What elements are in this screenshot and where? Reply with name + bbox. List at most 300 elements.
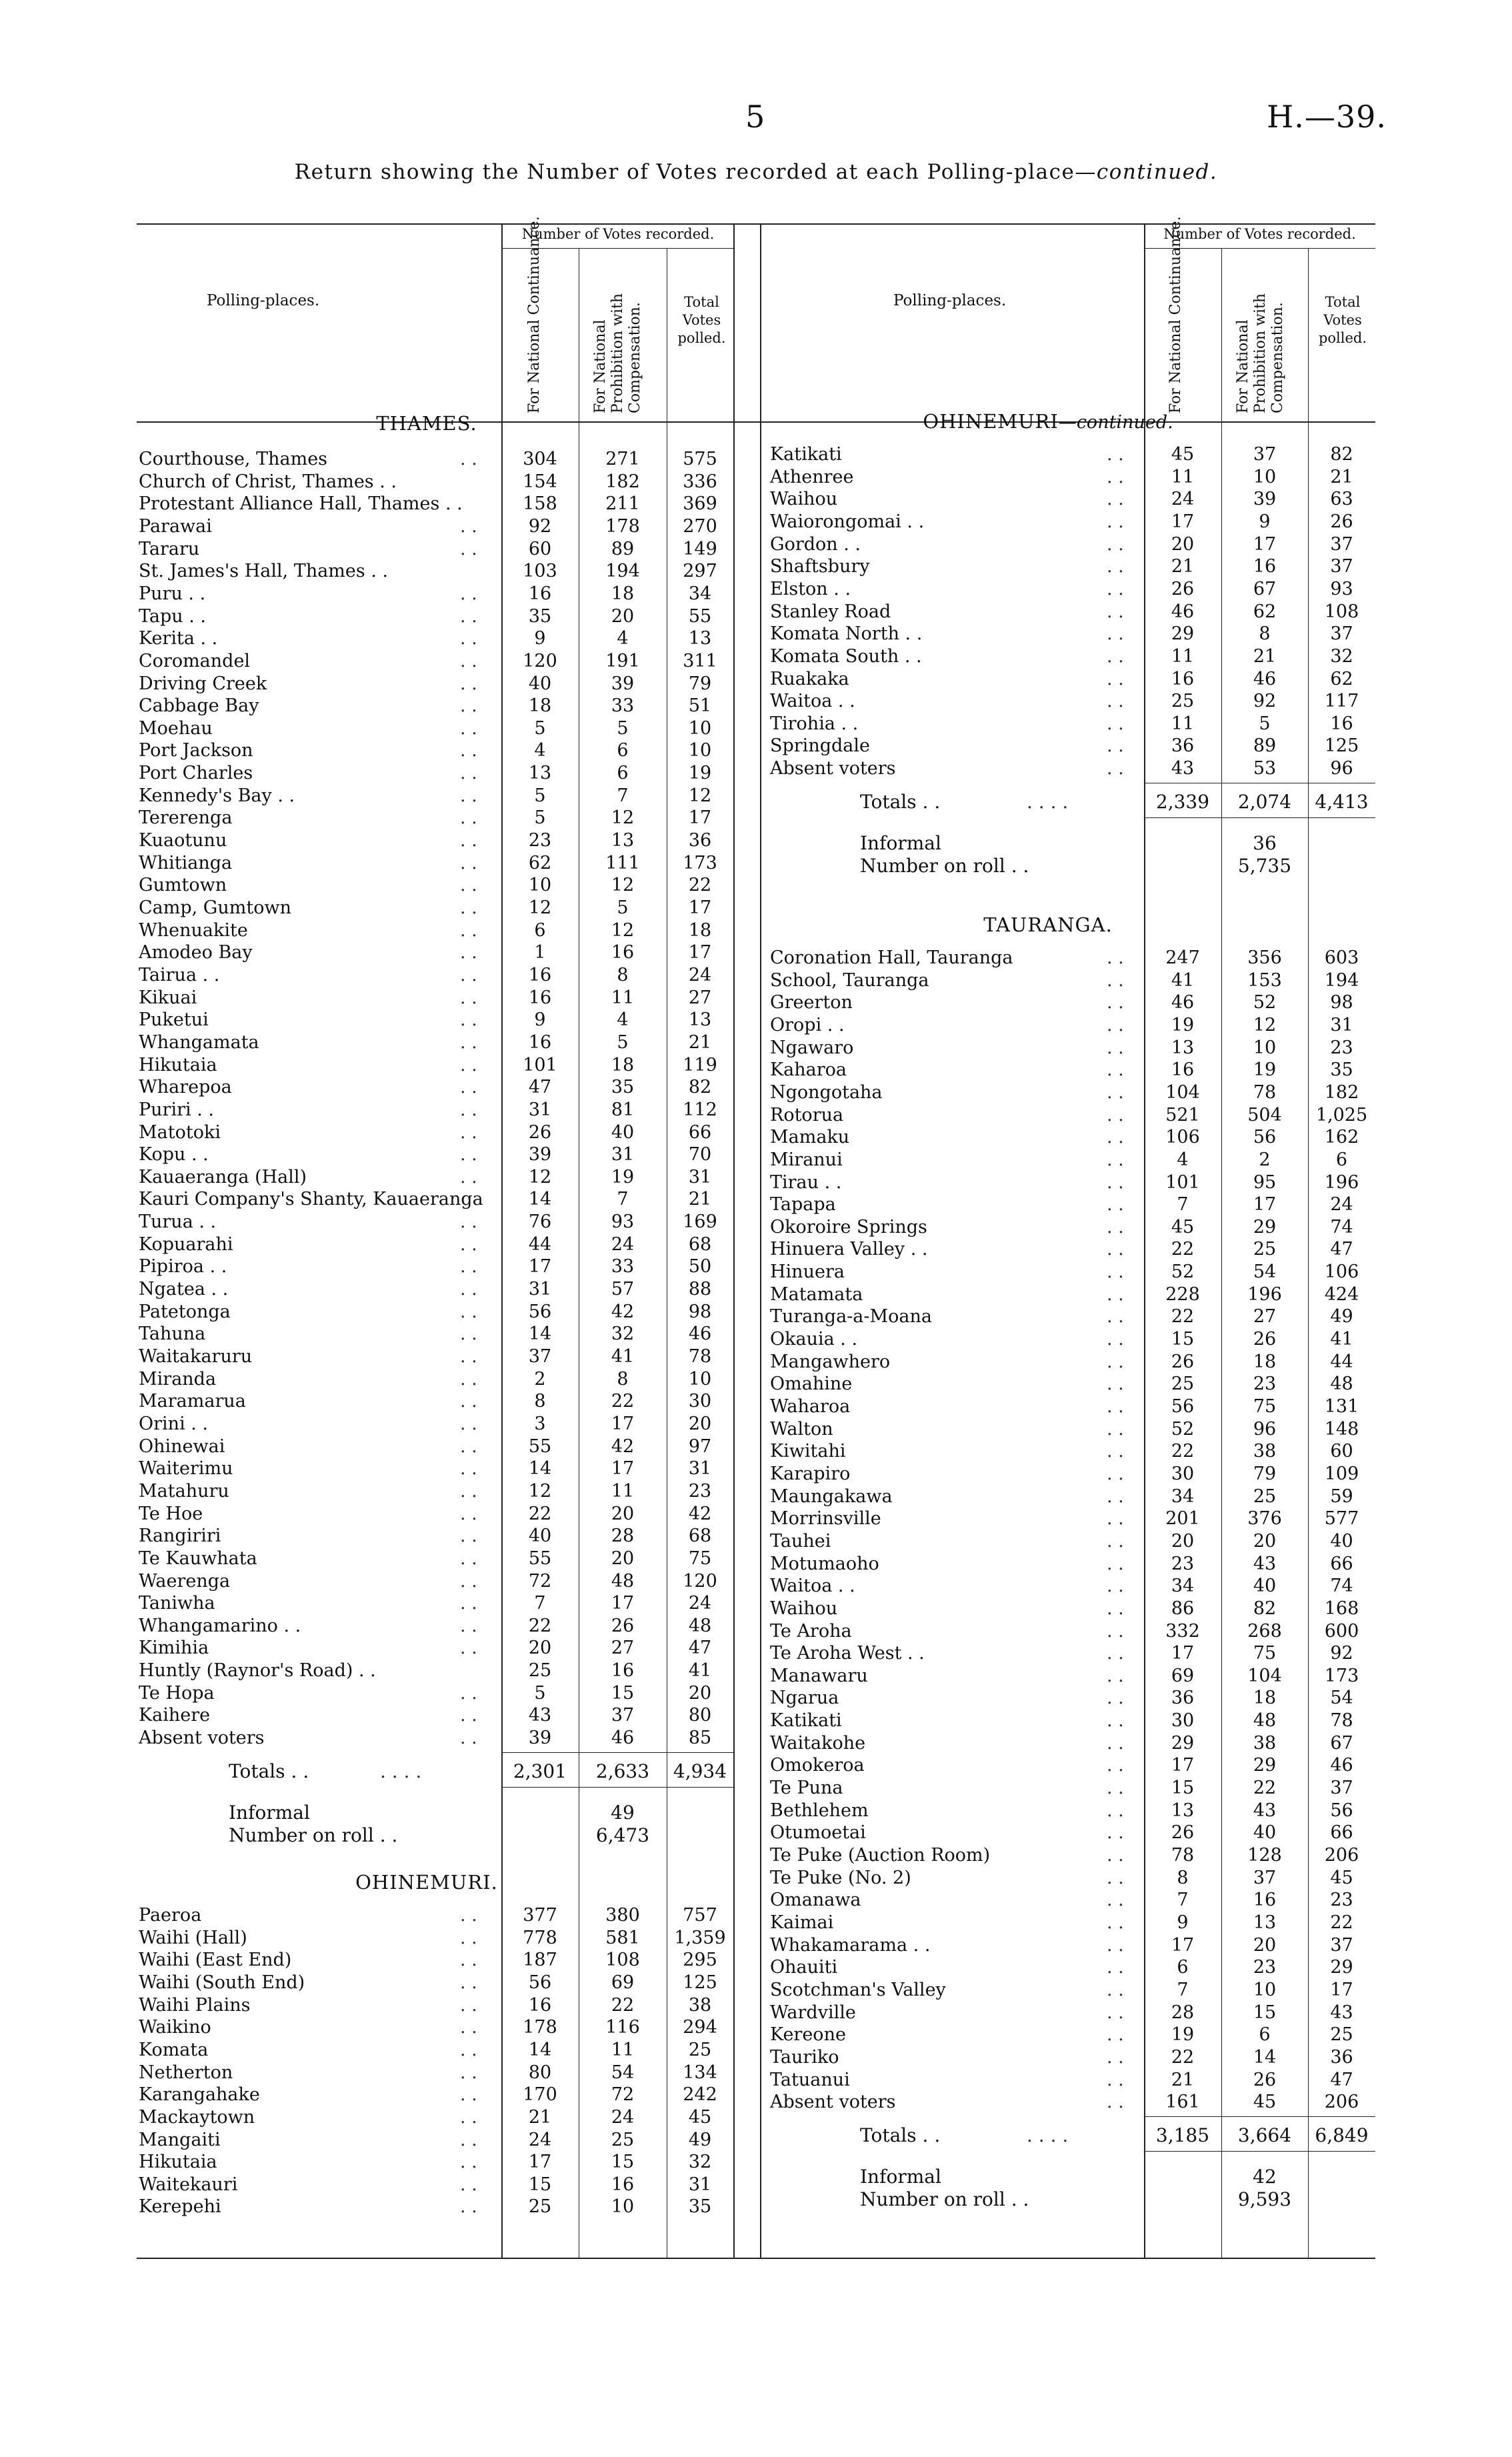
table-row	[139, 1570, 733, 1592]
total-votes: 206	[1324, 2092, 1359, 2113]
prohibition-votes: 17	[611, 1413, 635, 1434]
continuance-votes: 17	[1171, 1934, 1195, 1956]
totals-row	[139, 1760, 733, 1782]
polling-place-name: Katikati	[770, 444, 842, 465]
table-row	[770, 555, 1375, 577]
table-row	[770, 668, 1375, 690]
leader-dots: . .	[460, 1099, 477, 1120]
prohibition-votes: 25	[1253, 1239, 1277, 1260]
total-votes: 24	[1330, 1194, 1353, 1215]
total-votes: 60	[1330, 1441, 1353, 1462]
total-votes: 31	[688, 1458, 712, 1480]
leader-dots: . .	[1107, 1912, 1124, 1933]
prohibition-votes: 39	[611, 673, 635, 694]
polling-place-name: Moehau	[139, 717, 213, 739]
polling-place-name: Hikutaia	[139, 1054, 217, 1075]
table-row	[770, 2069, 1375, 2091]
table-row	[770, 2091, 1375, 2113]
table-row	[139, 1346, 733, 1368]
total-votes: 47	[1330, 2069, 1353, 2090]
total-votes: 46	[688, 1324, 712, 1345]
title-continued: continued.	[1096, 160, 1218, 184]
leader-dots: . .	[460, 875, 477, 896]
prohibition-votes: 46	[611, 1728, 635, 1749]
total-votes: 294	[683, 2017, 717, 2038]
polling-place-name: Tirohia . .	[770, 713, 859, 734]
polling-place-name: Puketui	[139, 1009, 209, 1031]
total-votes: 13	[688, 628, 712, 649]
leader-dots: . .	[460, 1009, 477, 1031]
prohibition-votes: 96	[1253, 1418, 1277, 1440]
leader-dots: . .	[1107, 1867, 1124, 1888]
continuance-votes: 5	[534, 785, 546, 806]
polling-place-name: St. James's Hall, Thames . .	[139, 561, 389, 582]
total-votes: 98	[688, 1301, 712, 1322]
total-continuance: 3,185	[1155, 2124, 1210, 2146]
table-row	[770, 466, 1375, 488]
continuance-votes: 228	[1165, 1284, 1200, 1305]
total-votes: 22	[1330, 1912, 1353, 1933]
polling-place-name: Karapiro	[770, 1463, 851, 1484]
leader-dots: . .	[1107, 2092, 1124, 2113]
leader-dots: . .	[1107, 1463, 1124, 1484]
leader-dots: . .	[460, 740, 477, 761]
continuance-votes: 187	[523, 1950, 557, 1971]
continuance-votes: 5	[534, 807, 546, 829]
polling-place-name: Scotchman's Valley	[770, 1979, 946, 2000]
total-votes: 37	[1330, 533, 1353, 555]
total-votes: 131	[1324, 1396, 1359, 1417]
leader-dots: . .	[460, 1077, 477, 1098]
leader-dots: . .	[460, 2152, 477, 2173]
total-votes: 67	[1330, 1732, 1353, 1754]
table-row	[139, 1727, 733, 1749]
table-row	[139, 1031, 733, 1053]
table-row	[139, 807, 733, 829]
continuance-votes: 92	[528, 515, 552, 537]
total-votes: 149	[683, 538, 717, 559]
table-row	[770, 1037, 1375, 1059]
total-votes: 1,359	[674, 1927, 726, 1948]
total-votes: 106	[1324, 1262, 1359, 1283]
leader-dots: . .	[460, 1234, 477, 1255]
continuance-votes: 178	[523, 2017, 557, 2038]
continuance-votes: 11	[1171, 713, 1195, 734]
total-votes: 18	[688, 919, 712, 941]
polling-place-name: Ngongotaha	[770, 1081, 883, 1103]
continuance-votes: 20	[528, 1638, 552, 1659]
table-row	[139, 1972, 733, 1994]
total-prohibition: 3,664	[1237, 2124, 1292, 2146]
leader-dots: . .	[1107, 1576, 1124, 1597]
left-col2-header	[592, 253, 644, 413]
continuance-votes: 14	[528, 1458, 552, 1480]
leader-dots: . .	[460, 1391, 477, 1412]
total-votes: 47	[688, 1638, 712, 1659]
prohibition-votes: 356	[1247, 947, 1282, 968]
prohibition-votes: 45	[1253, 2092, 1277, 2113]
total-votes: 80	[688, 1705, 712, 1726]
total-votes: 32	[1330, 645, 1353, 667]
prohibition-votes: 13	[611, 830, 635, 851]
table-row	[139, 1927, 733, 1949]
total-votes: 96	[1330, 758, 1353, 779]
table-row	[770, 1238, 1375, 1260]
polling-place-name: Coromandel	[139, 650, 251, 671]
polling-place-name: Church of Christ, Thames . .	[139, 471, 397, 492]
prohibition-votes: 12	[611, 875, 635, 896]
table-row	[139, 1949, 733, 1971]
polling-place-name: Springdale	[770, 735, 870, 757]
total-votes: 25	[1330, 2024, 1353, 2046]
prohibition-votes: 35	[611, 1077, 635, 1098]
leader-dots: . .	[1107, 1216, 1124, 1238]
total-votes: 37	[1330, 556, 1353, 577]
total-votes: 82	[1330, 444, 1353, 465]
continuance-votes: 45	[1171, 1216, 1195, 1238]
prohibition-votes: 33	[611, 1256, 635, 1278]
informal-votes-label: Informal	[229, 1801, 310, 1824]
polling-place-name: Whenuakite	[139, 919, 248, 941]
total-votes: 66	[688, 1121, 712, 1143]
prohibition-votes: 4	[617, 628, 629, 649]
polling-place-name: Waitakohe	[770, 1732, 866, 1754]
polling-place-name: Coronation Hall, Tauranga	[770, 947, 1013, 968]
polling-place-name: Te Hopa	[139, 1682, 215, 1704]
total-votes: 82	[688, 1077, 712, 1098]
table-row	[770, 1351, 1375, 1373]
table-row	[139, 1234, 733, 1256]
polling-place-name: Rotorua	[770, 1104, 844, 1125]
leader-dots: . .	[1107, 1845, 1124, 1866]
table-row	[770, 1059, 1375, 1081]
total-votes: 13	[688, 1009, 712, 1031]
polling-place-name: Kiwitahi	[770, 1441, 846, 1462]
total-votes: 168	[1324, 1598, 1359, 1619]
polling-place-name: Mamaku	[770, 1127, 850, 1148]
total-votes: 43	[1330, 2002, 1353, 2023]
table-row	[770, 1934, 1375, 1956]
table-row	[770, 1261, 1375, 1283]
leader-dots: . .	[460, 449, 477, 469]
table-row	[139, 695, 733, 717]
polling-place-name: Waihi (East End)	[139, 1950, 292, 1971]
leader-dots: . .	[1107, 1822, 1124, 1844]
leader-dots: . .	[460, 1638, 477, 1659]
prohibition-votes: 504	[1247, 1104, 1282, 1125]
table-row	[770, 1844, 1375, 1866]
table-row	[770, 1530, 1375, 1552]
leader-dots: . .	[460, 605, 477, 627]
polling-place-name: Ohinewai	[139, 1436, 225, 1457]
table-row	[770, 1440, 1375, 1462]
continuance-votes: 17	[528, 1256, 552, 1278]
leader-dots: . .	[1107, 1710, 1124, 1732]
right-vline-0	[760, 223, 761, 2258]
leader-dots: . .	[460, 987, 477, 1008]
prohibition-votes: 42	[611, 1301, 635, 1322]
polling-place-name: Manawaru	[770, 1665, 868, 1686]
total-votes: 68	[688, 1234, 712, 1255]
continuance-votes: 11	[1171, 466, 1195, 487]
leader-dots: . .	[460, 1413, 477, 1434]
table-row	[139, 1188, 733, 1210]
total-votes: 42	[688, 1503, 712, 1524]
continuance-votes: 43	[1171, 758, 1195, 779]
total-votes: 112	[683, 1099, 717, 1120]
leader-dots: . .	[460, 1436, 477, 1457]
continuance-votes: 40	[528, 673, 552, 694]
polling-place-name: Tauriko	[770, 2046, 839, 2068]
total-votes: 49	[1330, 1306, 1353, 1328]
prohibition-votes: 17	[611, 1458, 635, 1480]
table-row	[139, 1143, 733, 1165]
leader-dots: . .	[460, 1994, 477, 2016]
leader-dots: . .	[460, 2039, 477, 2060]
prohibition-votes: 8	[617, 964, 629, 985]
continuance-votes: 8	[1177, 1867, 1189, 1888]
continuance-votes: 12	[528, 1480, 552, 1502]
total-votes: 59	[1330, 1486, 1353, 1507]
table-row	[139, 897, 733, 919]
table-row	[770, 488, 1375, 510]
total-votes: 17	[688, 942, 712, 963]
continuance-votes: 46	[1171, 992, 1195, 1013]
leader-dots: . .	[1107, 969, 1124, 991]
total-votes: 55	[688, 605, 712, 627]
polling-place-name: Pipiroa . .	[139, 1256, 227, 1278]
prohibition-votes: 46	[1253, 668, 1277, 689]
leader-dots: . .	[1107, 556, 1124, 577]
leader-dots: . .	[1107, 1059, 1124, 1081]
leader-dots: . .	[1107, 1800, 1124, 1821]
continuance-votes: 37	[528, 1346, 552, 1367]
polling-place-name: Turanga-a-Moana	[770, 1306, 932, 1328]
totals-label: Totals . .	[229, 1760, 309, 1782]
polling-place-name: Parawai	[139, 515, 212, 537]
left-vline-4	[733, 223, 735, 2258]
table-row	[139, 605, 733, 627]
polling-place-name: Ruakaka	[770, 668, 849, 689]
continuance-votes: 21	[1171, 556, 1195, 577]
prohibition-votes: 5	[617, 717, 629, 739]
leader-dots: . .	[460, 852, 477, 873]
continuance-votes: 13	[528, 763, 552, 784]
continuance-votes: 25	[1171, 1374, 1195, 1395]
continuance-votes: 16	[528, 964, 552, 985]
total-votes: 12	[688, 785, 712, 806]
continuance-votes: 106	[1165, 1127, 1200, 1148]
leader-dots: . .	[1107, 466, 1124, 487]
prohibition-votes: 48	[611, 1570, 635, 1592]
prohibition-votes: 26	[1253, 2069, 1277, 2090]
polling-place-name: Waihi Plains	[139, 1994, 251, 2016]
total-continuance: 2,339	[1155, 790, 1210, 813]
leader-dots: . .	[1107, 2002, 1124, 2023]
leader-dots: . .	[460, 942, 477, 963]
continuance-votes: 29	[1171, 1732, 1195, 1754]
prohibition-votes: 43	[1253, 1553, 1277, 1574]
total-votes: 21	[688, 1031, 712, 1053]
totals-bottom-rule	[1144, 2151, 1375, 2152]
right-col3-header: Total Votes polled.	[1318, 294, 1367, 346]
total-votes: 336	[683, 471, 717, 492]
table-row	[139, 1637, 733, 1659]
leader-dots: . .	[460, 1256, 477, 1278]
left-col3-header: Total Votes polled.	[677, 294, 726, 346]
continuance-votes: 16	[528, 987, 552, 1008]
table-row	[139, 1904, 733, 1926]
polling-place-name: Wardville	[770, 2002, 856, 2023]
table-row	[770, 1373, 1375, 1395]
continuance-votes: 14	[528, 1189, 552, 1210]
total-votes: 134	[683, 2062, 717, 2083]
total-votes: 577	[1324, 1508, 1359, 1530]
table-row	[770, 713, 1375, 735]
continuance-votes: 22	[528, 1615, 552, 1636]
polling-place-name: Kennedy's Bay . .	[139, 785, 295, 806]
leader-dots: . .	[460, 1368, 477, 1390]
leader-dots: . .	[1107, 533, 1124, 555]
prohibition-votes: 26	[611, 1615, 635, 1636]
continuance-votes: 47	[528, 1077, 552, 1098]
total-votes: 98	[1330, 992, 1353, 1013]
right-section-title	[875, 913, 1221, 936]
leader-dots: . .	[460, 1705, 477, 1726]
table-row	[139, 583, 733, 605]
section-title-text: THAMES.	[376, 412, 477, 435]
prohibition-votes: 16	[1253, 556, 1277, 577]
prohibition-votes: 16	[611, 942, 635, 963]
table-row	[139, 2039, 733, 2061]
polling-place-name: Katikati	[770, 1710, 842, 1732]
table-row	[770, 533, 1375, 555]
total-votes: 206	[1324, 1845, 1359, 1866]
number-on-roll-label: Number on roll . .	[860, 2188, 1029, 2210]
leader-dots: . .	[460, 1480, 477, 1502]
leader-dots: . .	[1107, 578, 1124, 599]
continuance-votes: 104	[1165, 1081, 1200, 1103]
page-title	[0, 160, 1512, 184]
totals-top-rule	[1144, 2116, 1375, 2117]
totals-top-rule	[501, 1752, 733, 1753]
table-row	[770, 1912, 1375, 1934]
polling-place-name: Courthouse, Thames	[139, 449, 328, 469]
continuance-votes: 2	[534, 1368, 546, 1390]
continuance-votes: 23	[528, 830, 552, 851]
continuance-votes: 55	[528, 1548, 552, 1569]
leader-dots: . .	[460, 515, 477, 537]
right-col1-header-text: For National Continuance.	[1167, 216, 1184, 413]
polling-place-name: Omahine	[770, 1374, 853, 1395]
continuance-votes: 15	[1171, 1329, 1195, 1350]
prohibition-votes: 182	[605, 471, 640, 492]
leader-dots: . .	[1107, 713, 1124, 734]
leader-dots: . .	[460, 1615, 477, 1636]
polling-place-name: Elston . .	[770, 578, 851, 599]
prohibition-votes: 10	[611, 2196, 635, 2218]
leader-dots: . .	[460, 830, 477, 851]
continuance-votes: 56	[1171, 1396, 1195, 1417]
polling-place-name: Kerepehi	[139, 2196, 221, 2218]
leader-dots: . .	[1107, 668, 1124, 689]
leader-dots: . .	[460, 673, 477, 694]
table-row	[770, 1620, 1375, 1642]
prohibition-votes: 23	[1253, 1957, 1277, 1978]
leader-dots: . .	[1107, 1778, 1124, 1799]
leader-dots: . .	[1107, 1104, 1124, 1125]
polling-place-name: Netherton	[139, 2062, 233, 2083]
continuance-votes: 14	[528, 1324, 552, 1345]
leader-dots: . .	[460, 538, 477, 559]
total-votes: 109	[1324, 1463, 1359, 1484]
table-row	[139, 2062, 733, 2084]
polling-place-name: Tirau . .	[770, 1171, 842, 1193]
prohibition-votes: 56	[1253, 1127, 1277, 1148]
prohibition-votes: 18	[1253, 1351, 1277, 1372]
total-votes: 173	[1324, 1665, 1359, 1686]
total-votes: 41	[1330, 1329, 1353, 1350]
prohibition-votes: 23	[1253, 1374, 1277, 1395]
leader-dots: . .	[460, 695, 477, 717]
continuance-votes: 56	[528, 1972, 552, 1993]
total-votes: 88	[688, 1279, 712, 1300]
leader-dots: . .	[1107, 1284, 1124, 1305]
table-row	[770, 1284, 1375, 1306]
prohibition-votes: 52	[1253, 992, 1277, 1013]
total-votes: 25	[688, 2039, 712, 2060]
table-row	[139, 627, 733, 649]
polling-place-name: Motumaoho	[770, 1553, 879, 1574]
polling-place-name: Wharepoa	[139, 1077, 232, 1098]
polling-place-name: Turua . .	[139, 1211, 217, 1233]
polling-place-name: Okauia . .	[770, 1329, 858, 1350]
total-votes: 196	[1324, 1171, 1359, 1193]
continuance-votes: 16	[528, 583, 552, 604]
continuance-votes: 103	[523, 561, 557, 582]
total-votes-polled: 6,849	[1315, 2124, 1369, 2146]
continuance-votes: 158	[523, 493, 557, 515]
prohibition-votes: 10	[1253, 1979, 1277, 2000]
leader-dots: . .	[460, 1570, 477, 1592]
total-votes: 757	[683, 1905, 717, 1926]
leader-dots: . .	[460, 2129, 477, 2150]
polling-place-name: Tapapa	[770, 1194, 836, 1215]
leader-dots: . . . .	[1027, 2124, 1069, 2146]
polling-place-name: Kaihere	[139, 1705, 211, 1726]
leader-dots: . .	[1107, 1890, 1124, 1911]
total-votes: 173	[683, 852, 717, 873]
leader-dots: . .	[460, 807, 477, 829]
prohibition-votes: 581	[605, 1927, 640, 1948]
total-votes: 108	[1324, 601, 1359, 622]
prohibition-votes: 22	[1253, 1778, 1277, 1799]
total-votes: 66	[1330, 1822, 1353, 1844]
left-col2-header-text: For National Prohibition with Compensation.	[592, 293, 643, 413]
leader-dots: . .	[1107, 1014, 1124, 1035]
polling-place-name: Tahuna	[139, 1324, 206, 1345]
totals-row	[770, 791, 1375, 813]
continuance-votes: 17	[1171, 511, 1195, 532]
total-votes: 17	[1330, 1979, 1353, 2000]
total-votes: 37	[1330, 623, 1353, 645]
prohibition-votes: 25	[1253, 1486, 1277, 1507]
leader-dots: . .	[460, 1526, 477, 1547]
leader-dots: . .	[460, 2106, 477, 2128]
prohibition-votes: 78	[1253, 1081, 1277, 1103]
table-row	[139, 762, 733, 784]
table-row	[139, 1413, 733, 1435]
